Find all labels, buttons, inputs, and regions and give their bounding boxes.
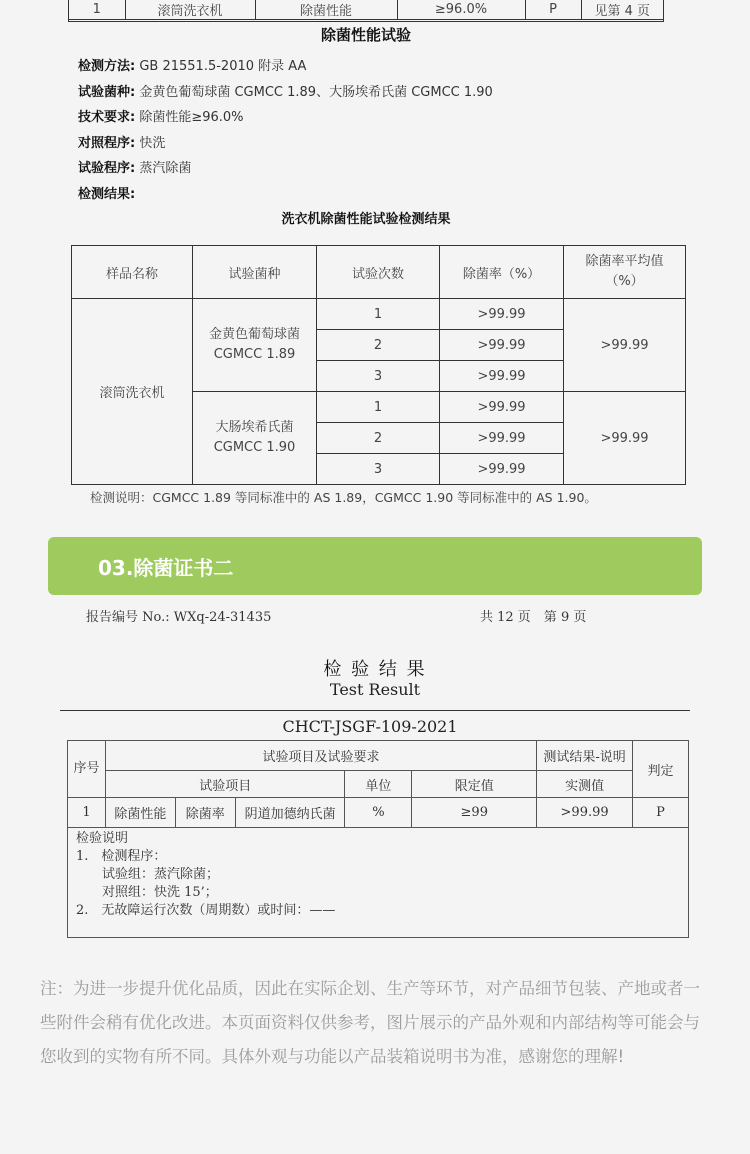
rate-cell: >99.99 [440,330,564,361]
method-list [78,54,698,207]
strain-cell: 大肠埃希氏菌 CGMCC 1.90 [193,392,317,485]
disclaimer: 注：为进一步提升优化品质，因此在实际企划、生产等环节，对产品细节包装、产地或者一些附件会稍有优化改进。本页面资料仅供参考，图片展示的产品外观和内部结构等可能会与您收到的实物有所不同。具体外观与功能以产品装箱说明书为准，感谢您的理解! [40,979,700,1066]
method-line: 技术要求: 除菌性能≥96.0% [78,110,244,125]
header-rate: 除菌率（%） [440,246,564,299]
top-row-no: 1 [69,0,125,20]
method-line: 试验程序: 蒸汽除菌 [78,161,192,176]
rate-cell: >99.99 [440,299,564,330]
report-title-en: Test Result [329,680,421,699]
method-line: 检测方法: GB 21551.5-2010 附录 AA [78,59,307,74]
row-limit: ≥99 [412,798,537,828]
note-line: 2. 无故障运行次数（周期数）或时间：—— [76,903,336,918]
header-test-item: 试验项目 [105,771,345,798]
header-no: 序号 [68,741,106,798]
report-title-cn: 检 验 结 果 [323,659,427,680]
note-line: 对照组：快洗 15’； [76,885,218,900]
run-cell: 3 [317,361,440,392]
header-sample: 样品名称 [72,246,193,299]
method-line: 对照程序: 快洗 [78,135,166,151]
rate-cell: >99.99 [440,454,564,485]
sample-name-cell: 滚筒洗衣机 [72,299,193,485]
method-line: 试验菌种: 金黄色葡萄球菌 CGMCC 1.89、大肠埃希氏菌 CGMCC 1.90 [78,84,493,100]
header-unit: 单位 [345,771,412,798]
rate-cell: >99.99 [440,361,564,392]
notes-title: 检验说明 [76,831,129,846]
row-measured: >99.99 [537,798,633,828]
strain-cell: 金黄色葡萄球菌 CGMCC 1.89 [193,299,317,392]
report-table [67,740,689,938]
header-limit: 限定值 [412,771,537,798]
report-notes [68,828,689,938]
row-item: 除菌性能 [105,798,175,828]
row-strain: 阴道加德纳氏菌 [235,798,345,828]
row-unit: % [345,798,412,828]
section1-title: 除菌性能试验 [320,26,411,44]
header-result: 测试结果-说明 [537,741,633,771]
banner-title: 03.除菌证书二 [98,556,234,580]
report-code: CHCT-JSGF-109-2021 [282,717,458,736]
run-cell: 1 [317,392,440,423]
run-cell: 2 [317,423,440,454]
top-row-req: ≥96.0% [397,0,525,20]
avg-cell: >99.99 [564,392,686,485]
header-avg: 除菌率平均值（%） [564,246,686,299]
row-subitem: 除菌率 [175,798,235,828]
top-row-item: 除菌性能 [255,0,397,20]
run-cell: 1 [317,299,440,330]
top-row-sample: 滚筒洗衣机 [125,0,255,20]
header-strain: 试验菌种 [193,246,317,299]
header-judge: 判定 [633,741,689,798]
method-line: 检测结果: [78,186,136,202]
section-banner [48,537,702,595]
note-line: 1. 检测程序： [76,849,167,864]
result-table [71,245,686,485]
rate-cell: >99.99 [440,423,564,454]
avg-cell: >99.99 [564,299,686,392]
report-number: 报告编号 No.: WXq-24-31435 [86,610,272,625]
header-measured: 实测值 [537,771,633,798]
note-line: 试验组：蒸汽除菌； [76,867,220,882]
run-cell: 3 [317,454,440,485]
table-note: 检测说明：CGMCC 1.89 等同标准中的 AS 1.89，CGMCC 1.90 等同标准中的 AS 1.90。 [90,490,597,505]
report-pages: 共 12 页 第 9 页 [480,610,587,625]
divider [60,710,690,711]
table-title: 洗衣机除菌性能试验检测结果 [281,212,451,227]
header-runs: 试验次数 [317,246,440,299]
top-row [68,0,664,22]
header-items: 试验项目及试验要求 [105,741,536,771]
run-cell: 2 [317,330,440,361]
top-row-ref: 见第 4 页 [581,0,663,20]
row-no: 1 [68,798,106,828]
top-row-judge: P [525,0,581,20]
rate-cell: >99.99 [440,392,564,423]
row-judge: P [633,798,689,828]
